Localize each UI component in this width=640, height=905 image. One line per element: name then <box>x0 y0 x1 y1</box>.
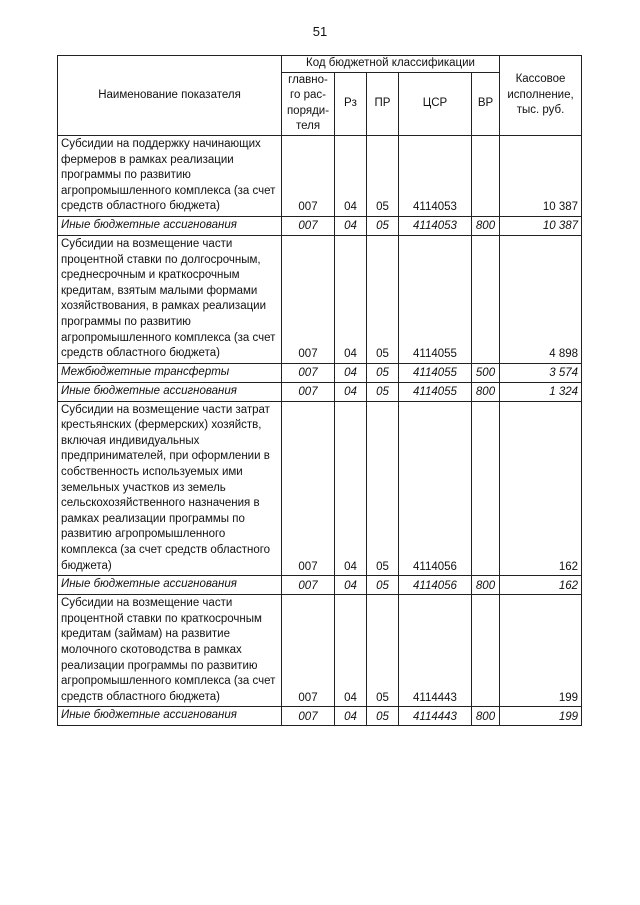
cell-amount: 162 <box>500 576 582 595</box>
cell-pr: 05 <box>367 382 399 401</box>
cell-glavnogo: 007 <box>282 401 335 576</box>
budget-table <box>57 55 582 726</box>
table-row <box>58 576 582 595</box>
cell-amount: 4 898 <box>500 235 582 363</box>
table-row <box>58 235 582 363</box>
table-row <box>58 363 582 382</box>
cell-rz: 04 <box>335 363 367 382</box>
cell-amount: 10 387 <box>500 216 582 235</box>
header-glavnogo: главно-го рас-поряди-теля <box>282 72 335 135</box>
cell-rz: 04 <box>335 382 367 401</box>
page-number: 51 <box>312 24 328 39</box>
cell-csr: 4114053 <box>399 135 472 216</box>
cell-amount: 199 <box>500 707 582 726</box>
cell-glavnogo: 007 <box>282 595 335 707</box>
cell-vr <box>472 235 500 363</box>
cell-amount: 10 387 <box>500 135 582 216</box>
table-row <box>58 216 582 235</box>
cell-glavnogo: 007 <box>282 707 335 726</box>
cell-vr: 800 <box>472 576 500 595</box>
cell-name: Иные бюджетные ассигнования <box>58 216 282 235</box>
cell-amount: 162 <box>500 401 582 576</box>
cell-glavnogo: 007 <box>282 216 335 235</box>
cell-rz: 04 <box>335 235 367 363</box>
cell-name: Иные бюджетные ассигнования <box>58 707 282 726</box>
cell-name: Субсидии на возмещение части процентной ставки по долгосрочным, среднесрочным и краткосрочным кредитам, взятым малыми формами хозяйствования, в рамках реализации программы по развитию агропромышленного комплекса (за счет средств областного бюджета) <box>58 235 282 363</box>
cell-rz: 04 <box>335 216 367 235</box>
cell-name: Межбюджетные трансферты <box>58 363 282 382</box>
header-classification-code: Код бюджетной классификации <box>282 56 500 73</box>
cell-rz: 04 <box>335 595 367 707</box>
cell-pr: 05 <box>367 707 399 726</box>
table-row <box>58 382 582 401</box>
cell-vr <box>472 135 500 216</box>
cell-pr: 05 <box>367 576 399 595</box>
cell-glavnogo: 007 <box>282 576 335 595</box>
cell-pr: 05 <box>367 135 399 216</box>
cell-glavnogo: 007 <box>282 135 335 216</box>
header-csr: ЦСР <box>399 72 472 135</box>
cell-amount: 3 574 <box>500 363 582 382</box>
cell-name: Субсидии на возмещение части затрат крестьянских (фермерских) хозяйств, включая индивидуальных предпринимателей, при оформлении в собственность используемых ими земельных участков из земель сельскохозяйственного назначения в рамках реализации программы по развитию агропромышленного комплекса (за счет средств областного бюджета) <box>58 401 282 576</box>
cell-csr: 4114055 <box>399 382 472 401</box>
cell-rz: 04 <box>335 135 367 216</box>
cell-csr: 4114056 <box>399 401 472 576</box>
table-row <box>58 401 582 576</box>
cell-csr: 4114056 <box>399 576 472 595</box>
cell-name: Иные бюджетные ассигнования <box>58 382 282 401</box>
cell-csr: 4114443 <box>399 707 472 726</box>
cell-pr: 05 <box>367 363 399 382</box>
header-vr: ВР <box>472 72 500 135</box>
cell-rz: 04 <box>335 401 367 576</box>
cell-vr: 800 <box>472 216 500 235</box>
cell-glavnogo: 007 <box>282 235 335 363</box>
table-row <box>58 707 582 726</box>
cell-csr: 4114443 <box>399 595 472 707</box>
cell-name: Субсидии на поддержку начинающих фермеров в рамках реализации программы по развитию агропромышленного комплекса (за счет средств областного бюджета) <box>58 135 282 216</box>
cell-pr: 05 <box>367 401 399 576</box>
header-pr: ПР <box>367 72 399 135</box>
cell-csr: 4114055 <box>399 235 472 363</box>
table-row <box>58 135 582 216</box>
cell-amount: 199 <box>500 595 582 707</box>
cell-glavnogo: 007 <box>282 382 335 401</box>
cell-rz: 04 <box>335 707 367 726</box>
cell-csr: 4114053 <box>399 216 472 235</box>
cell-name: Субсидии на возмещение части процентной ставки по краткосрочным кредитам (займам) на развитие молочного скотоводства в рамках реализации программы по развитию агропромышленного комплекса (за счет средств областного бюджета) <box>58 595 282 707</box>
cell-vr: 800 <box>472 707 500 726</box>
cell-rz: 04 <box>335 576 367 595</box>
cell-vr <box>472 595 500 707</box>
cell-pr: 05 <box>367 216 399 235</box>
cell-glavnogo: 007 <box>282 363 335 382</box>
cell-csr: 4114055 <box>399 363 472 382</box>
cell-name: Иные бюджетные ассигнования <box>58 576 282 595</box>
cell-vr: 800 <box>472 382 500 401</box>
cell-amount: 1 324 <box>500 382 582 401</box>
table-row <box>58 595 582 707</box>
cell-pr: 05 <box>367 595 399 707</box>
cell-vr: 500 <box>472 363 500 382</box>
header-amount: Кассовое исполнение, тыс. руб. <box>500 56 582 136</box>
cell-pr: 05 <box>367 235 399 363</box>
header-rz: Рз <box>335 72 367 135</box>
header-name: Наименование показателя <box>58 56 282 136</box>
cell-vr <box>472 401 500 576</box>
